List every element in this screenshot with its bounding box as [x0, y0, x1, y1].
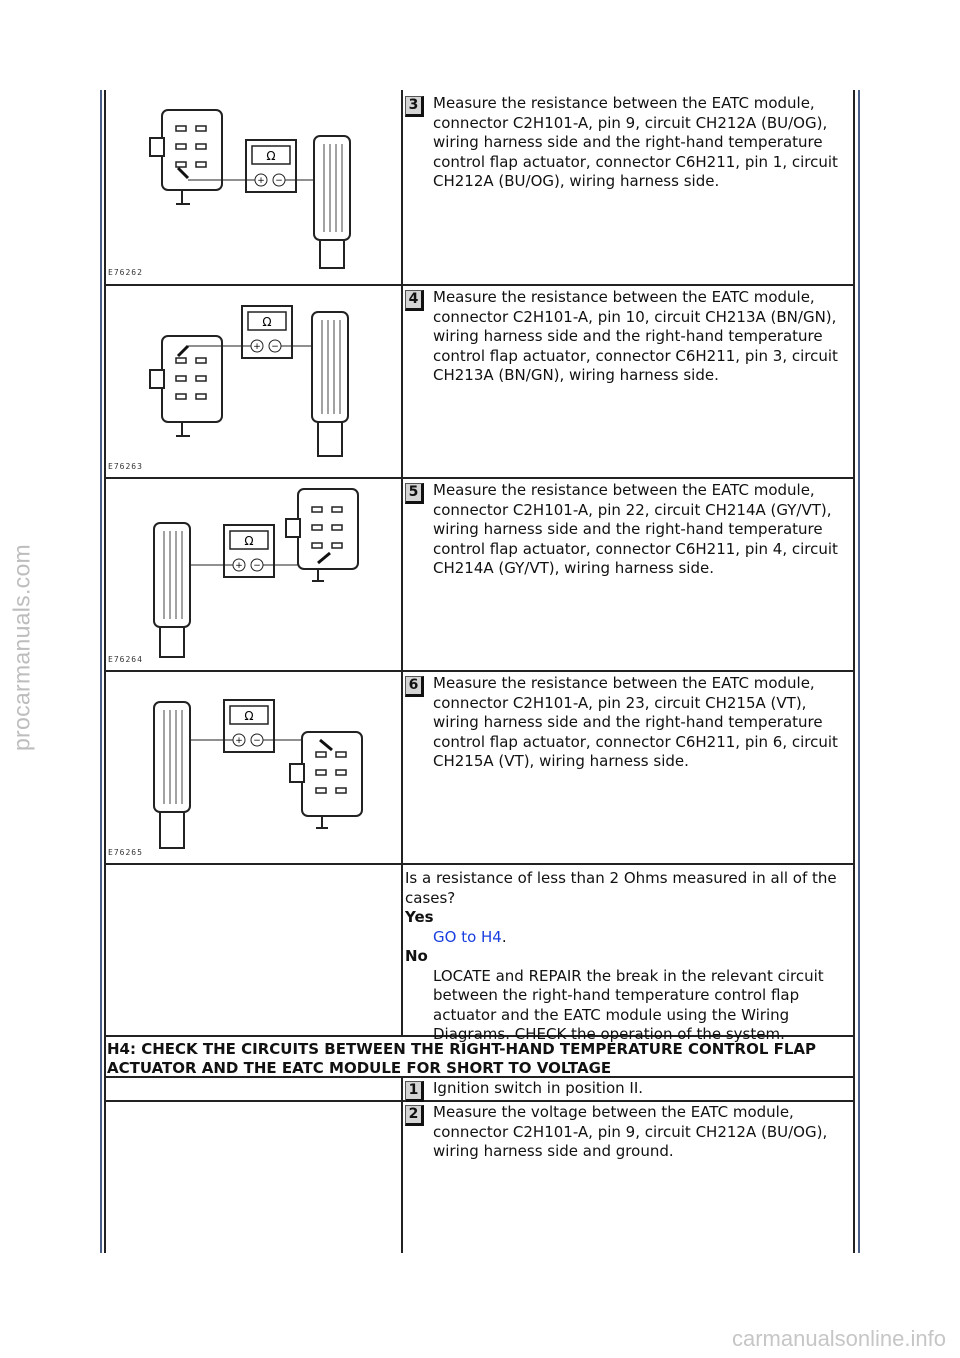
step-text: Measure the voltage between the EATC module, connector C2H101-A, pin 9, circuit CH212A (BU/OG), wiring harness side and ground.: [433, 1103, 828, 1160]
go-to-h4-link[interactable]: GO to H4: [433, 927, 502, 946]
step-number-badge: 2: [405, 1105, 424, 1126]
step-3: [405, 94, 853, 192]
svg-text:+: +: [235, 561, 243, 571]
svg-text:Ω: Ω: [262, 315, 272, 329]
no-label: No: [405, 947, 428, 965]
row-divider: [104, 1100, 855, 1102]
watermark-bottom: carmanualsonline.info: [731, 1326, 946, 1351]
question-text: Is a resistance of less than 2 Ohms measured in all of the cases?: [405, 869, 837, 907]
connector-diagram: [106, 286, 400, 476]
svg-text:+: +: [235, 736, 243, 746]
step-text: Measure the resistance between the EATC module, connector C2H101-A, pin 22, circuit CH214A (GY/VT), wiring harness side and the right-hand temperature control flap actuator, connector C6H211, pin 4, circuit CH214A (GY/VT), wiring harness side.: [433, 481, 838, 577]
page-border-right: [858, 90, 860, 1253]
h4-step-2: [405, 1103, 853, 1162]
step-text: Measure the resistance between the EATC module, connector C2H101-A, pin 9, circuit CH212A (BU/OG), wiring harness side and the right-hand temperature control flap actuator, connector C6H211, pin 1, circuit CH212A (BU/OG), wiring harness side.: [433, 94, 838, 190]
figure-id: E76263: [108, 462, 143, 471]
figure-id: E76262: [108, 268, 143, 277]
figure-step-6: [106, 672, 400, 862]
column-divider-lower: [401, 1077, 403, 1253]
svg-text:+: +: [253, 342, 261, 352]
step-text: Measure the resistance between the EATC module, connector C2H101-A, pin 10, circuit CH213A (BN/GN), wiring harness side and the right-hand temperature control flap actuator, connector C6H211, pin 3, circuit CH213A (BN/GN), wiring harness side.: [433, 288, 838, 384]
step-4: [405, 288, 853, 386]
figure-step-4: [106, 286, 400, 476]
svg-text:−: −: [271, 342, 279, 352]
ohm-symbol: Ω: [266, 149, 276, 163]
result-question: [405, 869, 850, 1045]
step-number-badge: 5: [405, 483, 424, 504]
no-action-text: LOCATE and REPAIR the break in the relevant circuit between the right-hand temperature control flap actuator and the EATC module using the Wiring Diagrams. CHECK the operation of the system.: [433, 966, 824, 1043]
yes-label: Yes: [405, 908, 434, 926]
step-number-badge: 6: [405, 676, 424, 697]
step-text: Measure the resistance between the EATC module, connector C2H101-A, pin 23, circuit CH215A (VT), wiring harness side and the right-hand temperature control flap actuator, connector C6H211, pin 6, circuit CH215A (VT), wiring harness side.: [433, 674, 838, 770]
figure-step-5: [106, 479, 400, 669]
page-border-left: [100, 90, 102, 1253]
step-number-badge: 1: [405, 1081, 424, 1102]
column-divider-upper: [401, 90, 403, 1036]
svg-text:−: −: [275, 176, 283, 186]
svg-text:Ω: Ω: [244, 709, 254, 723]
svg-text:−: −: [253, 736, 261, 746]
h4-step-1: [405, 1079, 853, 1099]
svg-text:Ω: Ω: [244, 534, 254, 548]
connector-diagram: [106, 479, 400, 669]
watermark-left: procarmanuals.com: [8, 543, 35, 752]
row-divider: [104, 863, 855, 865]
step-text: Ignition switch in position II.: [433, 1079, 644, 1097]
yes-period: .: [501, 927, 507, 946]
section-heading-h4: H4: CHECK THE CIRCUITS BETWEEN THE RIGHT-HAND TEMPERATURE CONTROL FLAP ACTUATOR AND THE EATC MODULE FOR SHORT TO VOLTAGE: [107, 1040, 817, 1077]
figure-step-3: [106, 92, 400, 282]
figure-id: E76264: [108, 655, 143, 664]
connector-diagram: [106, 92, 400, 282]
svg-text:−: −: [253, 561, 261, 571]
step-number-badge: 4: [405, 290, 424, 311]
figure-id: E76265: [108, 848, 143, 857]
step-5: [405, 481, 853, 579]
svg-text:+: +: [257, 176, 265, 186]
step-6: [405, 674, 853, 772]
step-number-badge: 3: [405, 96, 424, 117]
connector-diagram: [106, 672, 400, 862]
